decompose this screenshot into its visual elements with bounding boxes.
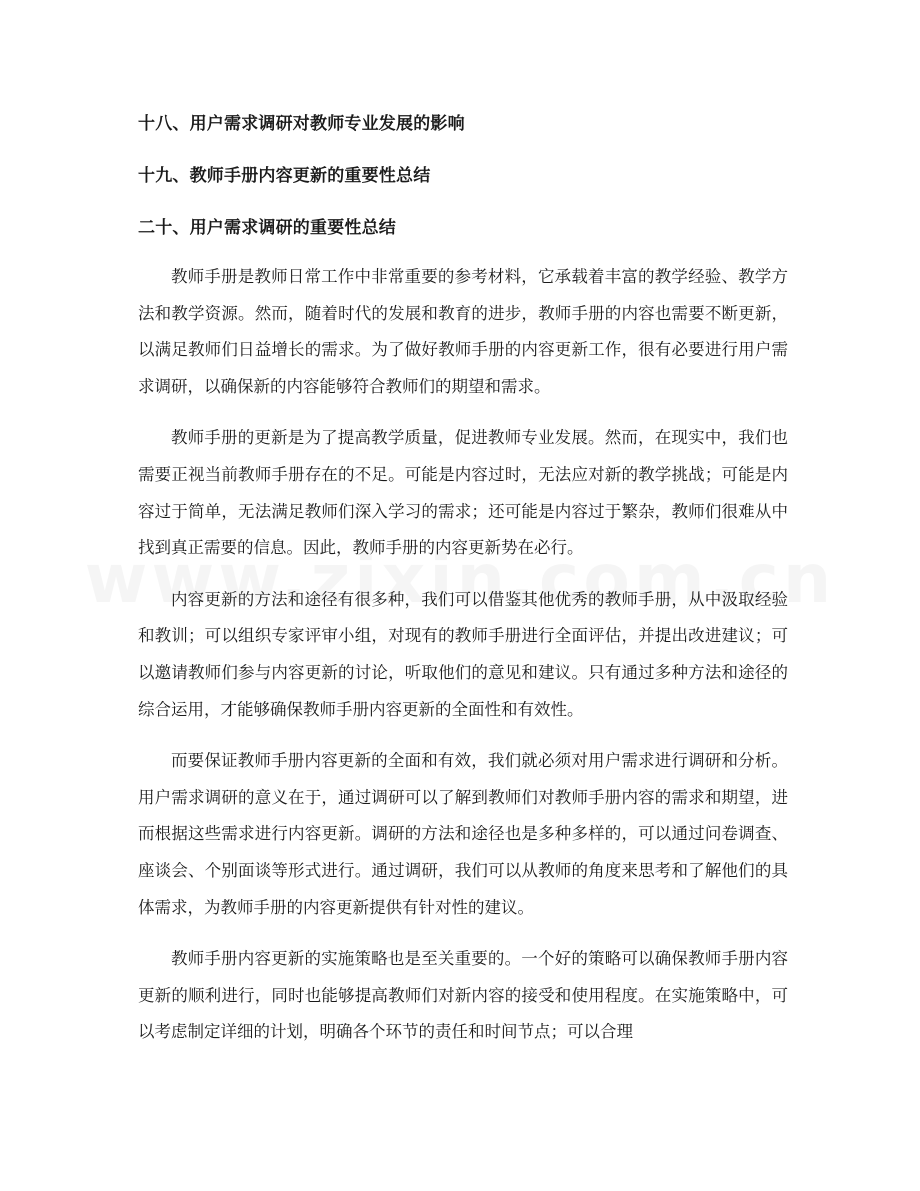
document-body — [138, 107, 788, 1066]
section-heading-19: 十九、教师手册内容更新的重要性总结 — [138, 166, 431, 186]
section-heading-20: 二十、用户需求调研的重要性总结 — [138, 218, 396, 238]
body-paragraph: 内容更新的方法和途径有很多种，我们可以借鉴其他优秀的教师手册，从中汲取经验和教训；可以组织专家评审小组，对现有的教师手册进行全面评估，并提出改进建议；可以邀请教师们参与内容更新的讨论，听取他们的意见和建议。只有通过多种方法和途径的综合运用，才能够确保教师手册内容更新的全面性和有效性。 — [138, 589, 788, 719]
body-paragraph: 教师手册内容更新的实施策略也是至关重要的。一个好的策略可以确保教师手册内容更新的顺利进行，同时也能够提高教师们对新内容的接受和使用程度。在实施策略中，可以考虑制定详细的计划，明确各个环节的责任和时间节点；可以合理 — [138, 949, 788, 1042]
body-paragraph: 教师手册是教师日常工作中非常重要的参考材料，它承载着丰富的教学经验、教学方法和教学资源。然而，随着时代的发展和教育的进步，教师手册的内容也需要不断更新，以满足教师们日益增长的需求。为了做好教师手册的内容更新工作，很有必要进行用户需求调研，以确保新的内容能够符合教师们的期望和需求。 — [138, 267, 788, 396]
section-heading-18: 十八、用户需求调研对教师专业发展的影响 — [138, 114, 465, 134]
body-paragraph: 而要保证教师手册内容更新的全面和有效，我们就必须对用户需求进行调研和分析。用户需求调研的意义在于，通过调研可以了解到教师们对教师手册内容的需求和期望，进而根据这些需求进行内容更新。调研的方法和途径也是多种多样的，可以通过问卷调查、座谈会、个别面谈等形式进行。通过调研，我们可以从教师的角度来思考和了解他们的具体需求，为教师手册的内容更新提供有针对性的建议。 — [138, 751, 788, 917]
body-paragraph: 教师手册的更新是为了提高教学质量，促进教师专业发展。然而，在现实中，我们也需要正视当前教师手册存在的不足。可能是内容过时，无法应对新的教学挑战；可能是内容过于简单，无法满足教师们深入学习的需求；还可能是内容过于繁杂，教师们很难从中找到真正需要的信息。因此，教师手册的内容更新势在必行。 — [138, 428, 788, 558]
